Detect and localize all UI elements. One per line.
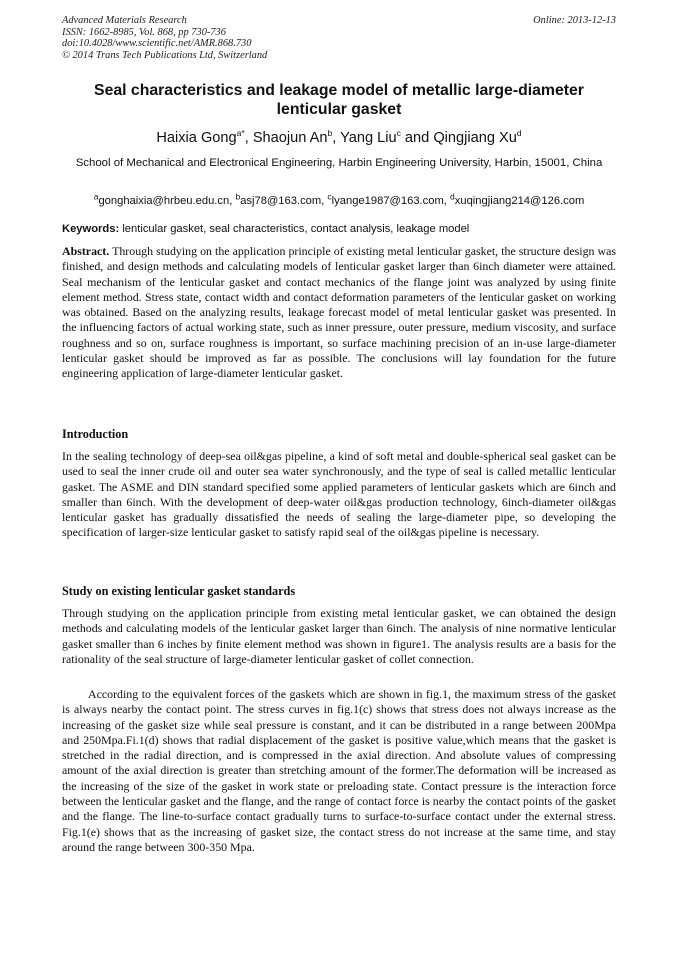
author-separator: and [400,130,434,146]
author-list [62,129,616,147]
email-list [62,191,616,208]
abstract-text: Through studying on the application principle of existing metal lenticular gasket, the structure design was finished, and design methods and calculating models of lenticular gasket larger than 6inch diameter were attained. Seal mechanism of the lenticular gasket and contact mechanics of the flange joint was analyzed by using finite element method. Stress state, contact width and contact deformation parameters of the lenticular gasket on working was obtained. Based on the analyzing results, leakage forecast model of metal lenticular gasket was presented. In the influencing factors of actual working state, such as inner pressure, outer pressure, medium viscosity, and surface roughness and so on, surface roughness is important, so surface machining precision of an in-use large-diameter lenticular gasket should be improved as far as possible. The conclusions will lay foundation for the future engineering application of large-diameter lenticular gasket. [62,244,616,381]
online-date: Online: 2013-12-13 [533,15,616,26]
email-address[interactable]: lyange1987@163.com [331,195,444,207]
author-mark: b [327,128,333,139]
journal-name: Advanced Materials Research [62,15,187,26]
email-mark: a [93,191,99,202]
introduction-heading: Introduction [62,427,129,441]
doi-line: doi:10.4028/www.scientific.net/AMR.868.730 [62,38,252,50]
author-mark: c [396,128,401,139]
affiliation: School of Mechanical and Electronical Engineering, Harbin Engineering University, Harbin, 15001, China [75,157,603,169]
email-separator: , [321,195,328,207]
study-heading: Study on existing lenticular gasket standards [62,584,296,598]
email-address[interactable]: asj78@163.com [240,195,322,207]
email-mark: b [235,191,241,202]
journal-header [62,15,616,61]
email-mark: d [450,191,455,202]
author-name: Qingjiang Xu [433,130,517,146]
author-name: Haixia Gong [156,130,237,146]
keywords-text: lenticular gasket, seal characteristics, contact analysis, leakage model [122,223,470,235]
keywords [62,222,616,236]
author-name: Shaojun An [252,130,328,146]
email-separator: , [443,195,451,207]
abstract [62,244,616,382]
introduction-text: In the sealing technology of deep-sea oil&gas pipeline, a kind of soft metal and double-spherical seal gasket can be used to seal the inner crude oil and outer sea water synchronously, and the type of seal is called metallic lenticular gasket. The ASME and DIN standard specified some applied parameters of lenticular gaskets which are 6inch and smaller than 6inch. With the development of deep-water oil&gas production technology, 6inch-diameter oil&gas lenticular gasket has gradually dissatisfied the needs of sealing the large-diameter pipe, so developing the specification of larger-size lenticular gasket to satisfy rapid seal of the oil&gas pipeline is necessary. [62,449,616,540]
author-name: Yang Liu [340,130,397,146]
study-paragraph-2: According to the equivalent forces of the gaskets which are shown in fig.1, the maximum stress of the gasket is always nearby the contact point. The stress curves in fig.1(c) shows that stress does not always increase as the increasing of the gasket size while seal pressure is constant, and it can be distributed in a range between 200Mpa and 250Mpa.Fi.1(d) shows that radial displacement of the gasket is positive value,which means that the gasket is stretched in the radial direction, and is compressed in the axial direction. And absolute values of compressing amount of the axial direction is greater than stretching amount of the former.The deformation will be increased as the increasing of the size of the gasket in work state or preloading state. Contact pressure is the interaction force between the lenticular gasket and the flange, and the range of contact force is nearby the contact points of the gasket and the flange. The line-to-surface contact gradually turns to surface-to-surface contact under the external stress. Fig.1(e) shows that as the increasing of gasket size, the contact stress do not increase at the same time, and stay around the range between 300-350 Mpa. [62,687,616,854]
email-separator: , [229,195,236,207]
keywords-label: Keywords: [62,223,120,235]
author-mark: a* [236,128,245,139]
study-paragraph-1: Through studying on the application principle from existing metal lenticular gasket, we can obtained the design methods and calculating models of the lenticular gasket larger than 6inch. The analysis of nine normative lenticular gasket smaller than 6 inches by finite element method was shown in figure1. The analysis results are a basis for the rationality of the seal structure of large-diameter lenticular gasket of collet connection. [62,606,616,666]
email-address[interactable]: xuqingjiang214@126.com [454,195,585,207]
email-mark: c [327,191,332,202]
issn-line: ISSN: 1662-8985, Vol. 868, pp 730-736 [62,26,226,38]
copyright-line: © 2014 Trans Tech Publications Ltd, Switzerland [62,49,268,61]
abstract-label: Abstract. [62,244,110,258]
author-separator: , [332,130,341,146]
author-separator: , [244,130,253,146]
email-address[interactable]: gonghaixia@hrbeu.edu.cn [98,195,230,207]
author-mark: d [516,128,522,139]
paper-title: Seal characteristics and leakage model of metallic large-diameter lenticular gasket [94,82,584,118]
